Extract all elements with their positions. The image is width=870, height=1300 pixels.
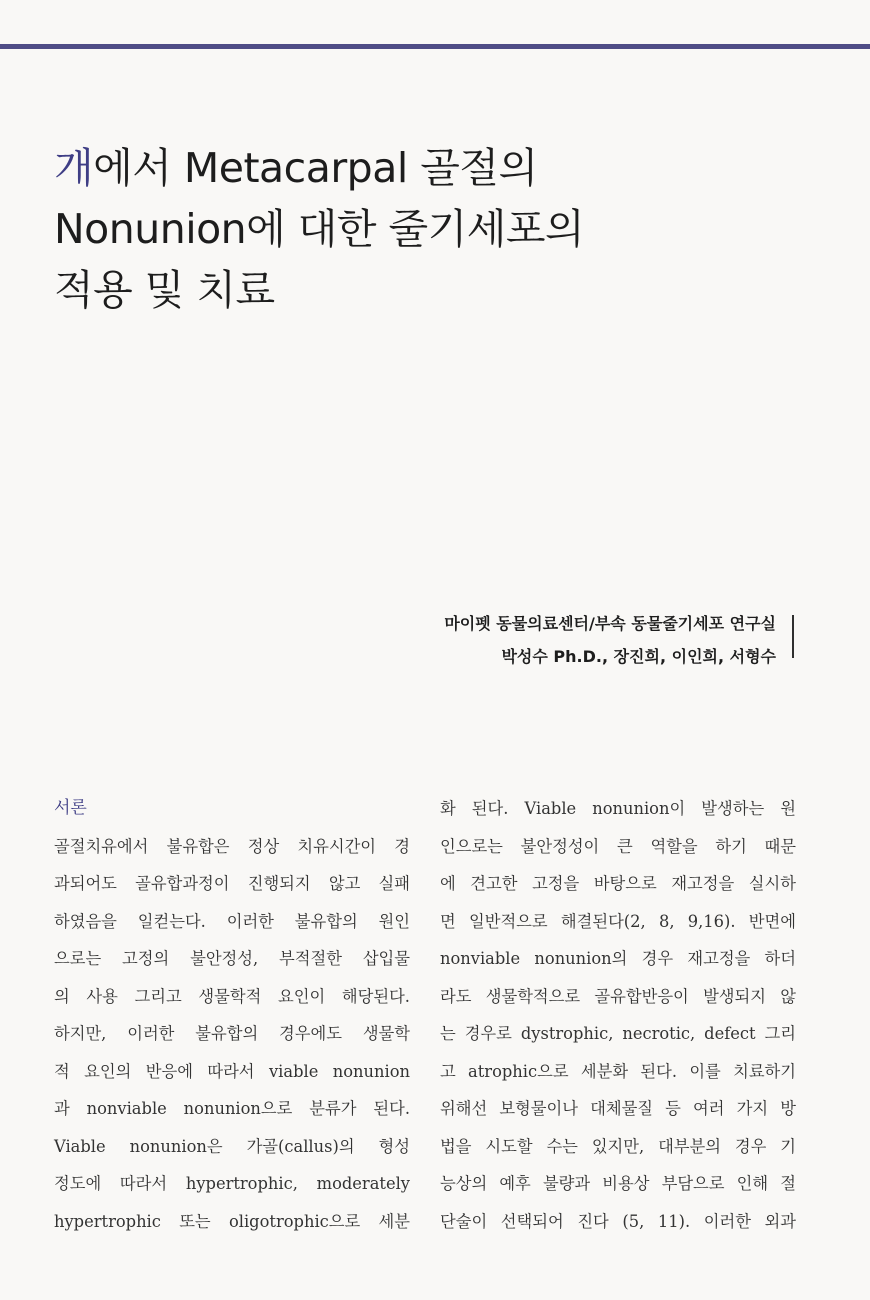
- left-column-body: [54, 828, 410, 1241]
- body-line: 능상의 예후 불량과 비용상 부담으로 인해 절: [440, 1174, 796, 1193]
- body-line: 과되어도 골유합과정이 진행되지 않고 실패: [54, 874, 410, 893]
- article-title: [54, 138, 814, 321]
- body-line: 골절치유에서 불유합은 정상 치유시간이 경: [54, 836, 410, 856]
- byline-bar: [792, 615, 794, 658]
- body-line: 적 요인의 반응에 따라서 viable nonunion: [54, 1061, 410, 1081]
- body-line: nonviable nonunion의 경우 재고정을 하더: [440, 949, 796, 968]
- body-line: 하지만, 이러한 불유합의 경우에도 생물학: [54, 1024, 410, 1043]
- title-line-1: [54, 138, 814, 199]
- body-line: 정도에 따라서 hypertrophic, moderately: [54, 1174, 410, 1193]
- body-line: 의 사용 그리고 생물학적 요인이 해당된다.: [54, 986, 410, 1006]
- body-line: 과 nonviable nonunion으로 분류가 된다.: [54, 1099, 410, 1118]
- body-line: Viable nonunion은 가골(callus)의 형성: [54, 1136, 410, 1156]
- title-line-1-rest: 에서 Metacarpal 골절의: [93, 144, 538, 192]
- body-line: 고 atrophic으로 세분화 된다. 이를 치료하기: [440, 1061, 796, 1081]
- right-column: [440, 790, 796, 1240]
- section-heading-intro: 서론: [54, 798, 87, 818]
- authors: 박성수 Ph.D., 장진희, 이인희, 서형수: [501, 647, 776, 666]
- left-column: [54, 790, 410, 1240]
- body-line: 는 경우로 dystrophic, necrotic, defect 그리: [440, 1024, 796, 1043]
- body-line: 화 된다. Viable nonunion이 발생하는 원: [440, 799, 796, 818]
- body-line: 라도 생물학적으로 골유합반응이 발생되지 않: [440, 986, 796, 1006]
- header-rule: [0, 44, 870, 49]
- body-line: 면 일반적으로 해결된다(2, 8, 9,16). 반면에: [440, 911, 796, 931]
- body-line: 으로는 고정의 불안정성, 부적절한 삽입물: [54, 949, 410, 968]
- title-accent: 개: [54, 144, 94, 192]
- body-line: 위해선 보형물이나 대체물질 등 여러 가지 방: [440, 1099, 796, 1118]
- title-line-2: Nonunion에 대한 줄기세포의: [54, 205, 585, 253]
- body-line: 에 견고한 고정을 바탕으로 재고정을 실시하: [440, 874, 796, 893]
- body-line: 단술이 선택되어 진다 (5, 11). 이러한 외과: [440, 1211, 796, 1231]
- byline: [444, 607, 776, 673]
- body-line: 법을 시도할 수는 있지만, 대부분의 경우 기: [440, 1136, 796, 1156]
- affiliation: 마이펫 동물의료센터/부속 동물줄기세포 연구실: [444, 614, 776, 633]
- body-line: 하였음을 일컫는다. 이러한 불유합의 원인: [54, 911, 410, 931]
- body-line: hypertrophic 또는 oligotrophic으로 세분: [54, 1211, 410, 1231]
- body-line: 인으로는 불안정성이 큰 역할을 하기 때문: [440, 836, 796, 856]
- title-line-3: 적용 및 치료: [54, 266, 275, 314]
